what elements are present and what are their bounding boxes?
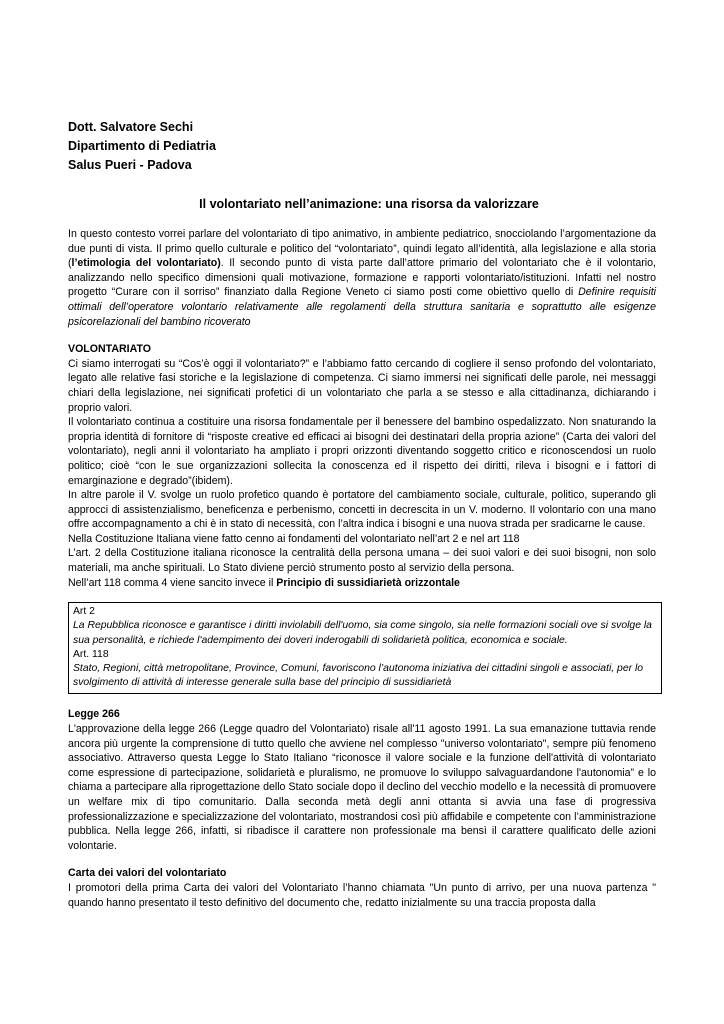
carta-paragraph: I promotori della prima Carta dei valori del Volontariato l’hanno chiamata "Un punto di arrivo, per una nuova partenza " quando hanno presentato il testo definitivo del documento che, redatto inizialmente su una traccia proposta dalla bbox=[68, 882, 656, 909]
intro-paragraph bbox=[68, 227, 656, 329]
document-page bbox=[68, 118, 656, 910]
volontariato-p4: Nella Costituzione Italiana viene fatto cenno ai fondamenti del volontariato nell’art 2 e nel art 118 bbox=[68, 532, 520, 545]
art2-italic: La Repubblica riconosce e garantisce i diritti inviolabili dell'uomo, sia come singolo, sia nelle formazioni sociali ove si svolge la sua personalità, e richiede l'adempimento dei doveri inderogabili di solidarietà politica, economica e sociale. bbox=[73, 620, 652, 646]
intro-bold: l’etimologia del volontariato) bbox=[71, 257, 221, 270]
intro-text-2: . Il secondo punto di vista parte dall’attore primario del volontariato che è il volontario, analizzando nello specifico dimensioni quali motivazione, formazione e rapporti volontariato/istituzioni. Infatti nel nostro progetto “Curare con il sorriso” finanziato dalla Regione Veneto ci siamo posti come obiettivo quello di bbox=[68, 257, 656, 299]
author-institution: Salus Pueri - Padova bbox=[68, 158, 192, 172]
section-heading-volontariato: VOLONTARIATO bbox=[68, 343, 151, 356]
volontariato-p6 bbox=[68, 576, 656, 591]
document-title: Il volontariato nell’animazione: una risorsa da valorizzare bbox=[199, 197, 539, 211]
art118-italic: Stato, Regioni, città metropolitane, Province, Comuni, favoriscono l’autonoma iniziativa dei cittadini singoli e associati, per lo svolgimento di attività di interesse generale sulla base del principio di sussidiarietà bbox=[73, 663, 644, 689]
author-block bbox=[68, 118, 656, 175]
volontariato-p2: Il volontariato continua a costituire una risorsa fondamentale per il benessere del bambino ospedalizzato. Non snaturando la propria identità di fornitore di “risposte creative ed efficaci ai bisogni dei destinatari della propria azione” (Carta dei valori del volontariato), negli anni il volontariato ha ampliato i propri orizzonti diventando soggetto critico e riconoscendosi un ruolo politico; cioè “con le sue organizzazioni sollecita la conoscenza ed il rispetto dei diritti, rileva i bisogni e i fattori di emarginazione e degrado”(ibidem). bbox=[68, 416, 656, 487]
art2-label: Art 2 bbox=[73, 606, 95, 618]
author-department: Dipartimento di Pediatria bbox=[68, 139, 216, 153]
intro-italic: Definire requisiti ottimali dell’operatore volontario relativamente alle regolamenti della struttura sanitaria e soprattutto alle esigenze psicorelazionali del bambino ricoverato bbox=[68, 286, 657, 328]
section-heading-carta: Carta dei valori del volontariato bbox=[68, 867, 227, 880]
art118-label: Art. 118 bbox=[73, 648, 109, 660]
volontariato-p5: L’art. 2 della Costituzione italiana riconosce la centralità della persona umana – dei suoi valori e dei suoi bisogni, non solo materiali, ma anche spirituali. Lo Stato diviene perciò strumento posto al servizio della persona. bbox=[68, 547, 656, 575]
volontariato-p3: In altre parole il V. svolge un ruolo profetico quando è portatore del cambiamento sociale, culturale, politico, superando gli approcci di assistenzialismo, beneficenza e perbenismo, concetti in decrescita in un V. moderno. Il volontario con una mano offre accompagnamento a chi è in stato di necessità, con l’altra indica i bisogni e una nuova strada per sradicarne le cause. bbox=[68, 489, 656, 531]
intro-text-1: In questo contesto vorrei parlare del volontariato di tipo animativo, in ambiente pediatrico, snocciolando l’argomentazione da due punti di vista. Il primo quello culturale e politico del “volontariato”, quindi legato all’identità, alla legislazione e alla storia ( bbox=[68, 228, 656, 270]
constitution-box bbox=[68, 602, 662, 694]
author-name: Dott. Salvatore Sechi bbox=[68, 120, 194, 134]
volontariato-p6-bold: Principio di sussidiarietà orizzontale bbox=[276, 576, 460, 589]
legge-paragraph: L'approvazione della legge 266 (Legge quadro del Volontariato) risale all'11 agosto 1991. La sua emanazione tuttavia rende ancora più urgente la comprensione di tutto quello che avviene nel complesso "universo volontariato", sempre più fenomeno associativo. Attraverso questa Legge lo Stato Italiano “riconosce il valore sociale e la funzione dell'attività di volontariato come espressione di partecipazione, solidarietà e pluralismo, ne promuove lo sviluppo salvaguardandone l'autonomia” e lo chiama a partecipare alla riprogettazione dello Stato sociale dopo il declino del vecchio modello e la necessità di promuovere un welfare mix di tipo comunitario. Dalla seconda metà degli anni ottanta si avvia una fase di progressiva professionalizzazione e specializzazione del volontariato, mostrandosi così più affidabile e competente con l’amministrazione pubblica. Nella legge 266, infatti, si ribadisce il carattere non professionale ma bensì il carattere qualificato delle azioni volontarie. bbox=[68, 723, 656, 852]
volontariato-p6-text: Nell’art 118 comma 4 viene sancito invece il bbox=[68, 576, 277, 589]
art118-text bbox=[73, 662, 657, 690]
volontariato-p1: Ci siamo interrogati su “Cos’è oggi il volontariato?” e l’abbiamo fatto cercando di cogliere il senso profondo del volontariato, legato alle relative fasi storiche e la legislazione di competenza. Ci siamo immersi nei significati delle parole, nei messaggi chiari della legislazione, nei significati profetici di un volontariato che parla a se stesso e alla cittadinanza, dichiarando i proprio valori. bbox=[68, 357, 656, 414]
section-heading-legge: Legge 266 bbox=[68, 708, 120, 721]
art2-text bbox=[73, 619, 657, 647]
